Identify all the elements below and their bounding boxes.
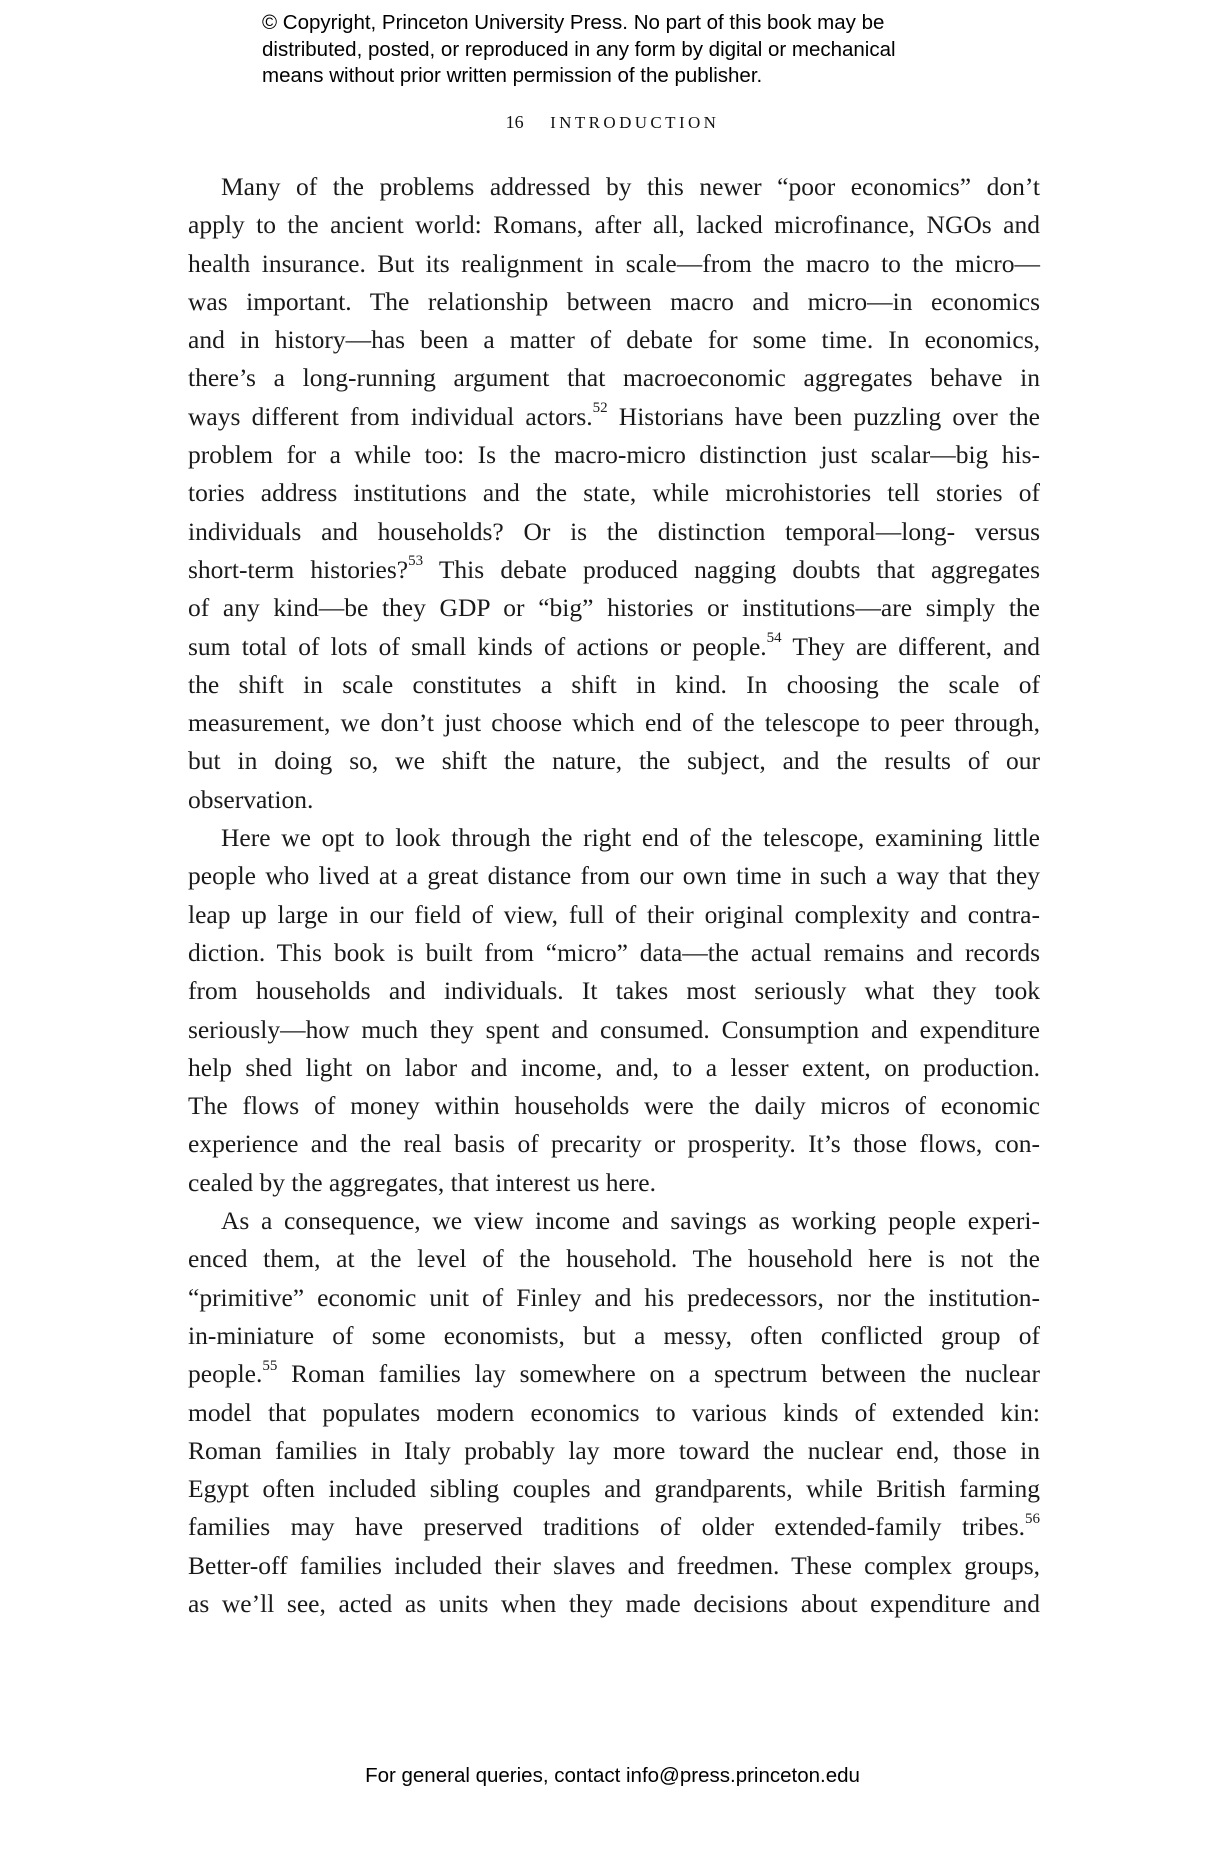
text-line: model that populates modern economics to various kinds of extended kin: bbox=[188, 1397, 1040, 1427]
text-line: Many of the problems addressed by this newer “poor economics” don’t bbox=[221, 172, 1040, 201]
text-line: tories address institutions and the state, while microhistories tell stories of bbox=[188, 478, 1040, 508]
text-line: enced them, at the level of the household. The household here is not the bbox=[188, 1244, 1040, 1274]
text-line: observation. bbox=[188, 784, 314, 814]
footnote-ref[interactable]: 56 bbox=[1025, 1510, 1040, 1527]
text-line: cealed by the aggregates, that interest us here. bbox=[188, 1167, 657, 1197]
text-line: experience and the real basis of precarity or prosperity. It’s those flows, con- bbox=[188, 1129, 1040, 1159]
text-line: people who lived at a great distance from our own time in such a way that they bbox=[188, 861, 1040, 891]
text-line: there’s a long-running argument that macroeconomic aggregates behave in bbox=[188, 363, 1040, 393]
text-line: apply to the ancient world: Romans, after all, lacked microfinance, NGOs and bbox=[188, 210, 1040, 240]
text-line: ways different from individual actors.$^{52}$ Historians have been puzzling over the bbox=[188, 400, 1041, 431]
text-line: “primitive” economic unit of Finley and his predecessors, nor the institution- bbox=[188, 1282, 1040, 1312]
text-line: Roman families in Italy probably lay more toward the nuclear end, those in bbox=[188, 1435, 1040, 1465]
copyright-notice bbox=[262, 10, 1022, 90]
text-line: problem for a while too: Is the macro-micro distinction just scalar—big his- bbox=[188, 440, 1040, 470]
footnote-ref[interactable]: 55 bbox=[262, 1357, 278, 1374]
text-line: As a consequence, we view income and savings as working people experi- bbox=[221, 1206, 1040, 1236]
text-line: and in history—has been a matter of debate for some time. In economics, bbox=[188, 325, 1040, 355]
text-line: Here we opt to look through the right end of the telescope, examining little bbox=[221, 823, 1040, 853]
copyright-line: © Copyright, Princeton University Press. No part of this book may be bbox=[262, 11, 885, 34]
text-line: individuals and households? Or is the distinction temporal—long- versus bbox=[188, 516, 1040, 546]
text-line: seriously—how much they spent and consumed. Consumption and expenditure bbox=[188, 1014, 1040, 1044]
text-line: was important. The relationship between macro and micro—in economics bbox=[188, 286, 1040, 316]
copyright-line: means without prior written permission of the publisher. bbox=[262, 64, 763, 87]
running-head bbox=[0, 112, 1225, 133]
text-line: but in doing so, we shift the nature, the subject, and the results of our bbox=[188, 746, 1040, 776]
text-line: Better-off families included their slaves and freedmen. These complex groups, bbox=[188, 1550, 1040, 1580]
text-line: measurement, we don’t just choose which end of the telescope to peer through, bbox=[188, 708, 1040, 738]
text-line: diction. This book is built from “micro” data—the actual remains and records bbox=[188, 937, 1040, 967]
text-line: leap up large in our field of view, full of their original complexity and contra- bbox=[188, 899, 1040, 929]
text-line: Egypt often included sibling couples and grandparents, while British farming bbox=[188, 1474, 1040, 1504]
page-number: 16 bbox=[505, 112, 524, 132]
footnote-ref[interactable]: 52 bbox=[592, 400, 608, 417]
footnote-ref[interactable]: 53 bbox=[408, 553, 424, 570]
text-line: families may have preserved traditions of older extended-family tribes.$^{56}$ bbox=[188, 1510, 1040, 1542]
copyright-line: distributed, posted, or reproduced in any form by digital or mechanical bbox=[262, 37, 896, 61]
text-line: health insurance. But its realignment in scale—from the macro to the micro— bbox=[188, 248, 1040, 278]
text-line: The flows of money within households were the daily micros of economic bbox=[188, 1091, 1040, 1121]
text-line: short-term histories?$^{53}$ This debate produced nagging doubts that aggregates bbox=[188, 553, 1040, 584]
footer-contact: For general queries, contact info@press.princeton.edu bbox=[365, 1764, 860, 1787]
text-line: of any kind—be they GDP or “big” histories or institutions—are simply the bbox=[188, 593, 1040, 623]
text-line: in-miniature of some economists, but a messy, often conflicted group of bbox=[188, 1320, 1040, 1350]
text-line: sum total of lots of small kinds of actions or people.$^{54}$ They are different, and bbox=[188, 630, 1040, 661]
text-line: the shift in scale constitutes a shift in kind. In choosing the scale of bbox=[188, 669, 1040, 699]
footnote-ref[interactable]: 54 bbox=[766, 630, 782, 647]
text-line: as we’ll see, acted as units when they made decisions about expenditure and bbox=[188, 1588, 1040, 1618]
text-line: from households and individuals. It takes most seriously what they took bbox=[188, 976, 1040, 1006]
body-text bbox=[188, 168, 1040, 1623]
chapter-title: INTRODUCTION bbox=[550, 113, 720, 132]
text-line: people.$^{55}$ Roman families lay somewhere on a spectrum between the nuclear bbox=[188, 1357, 1040, 1389]
text-line: help shed light on labor and income, and, to a lesser extent, on production. bbox=[188, 1052, 1040, 1082]
